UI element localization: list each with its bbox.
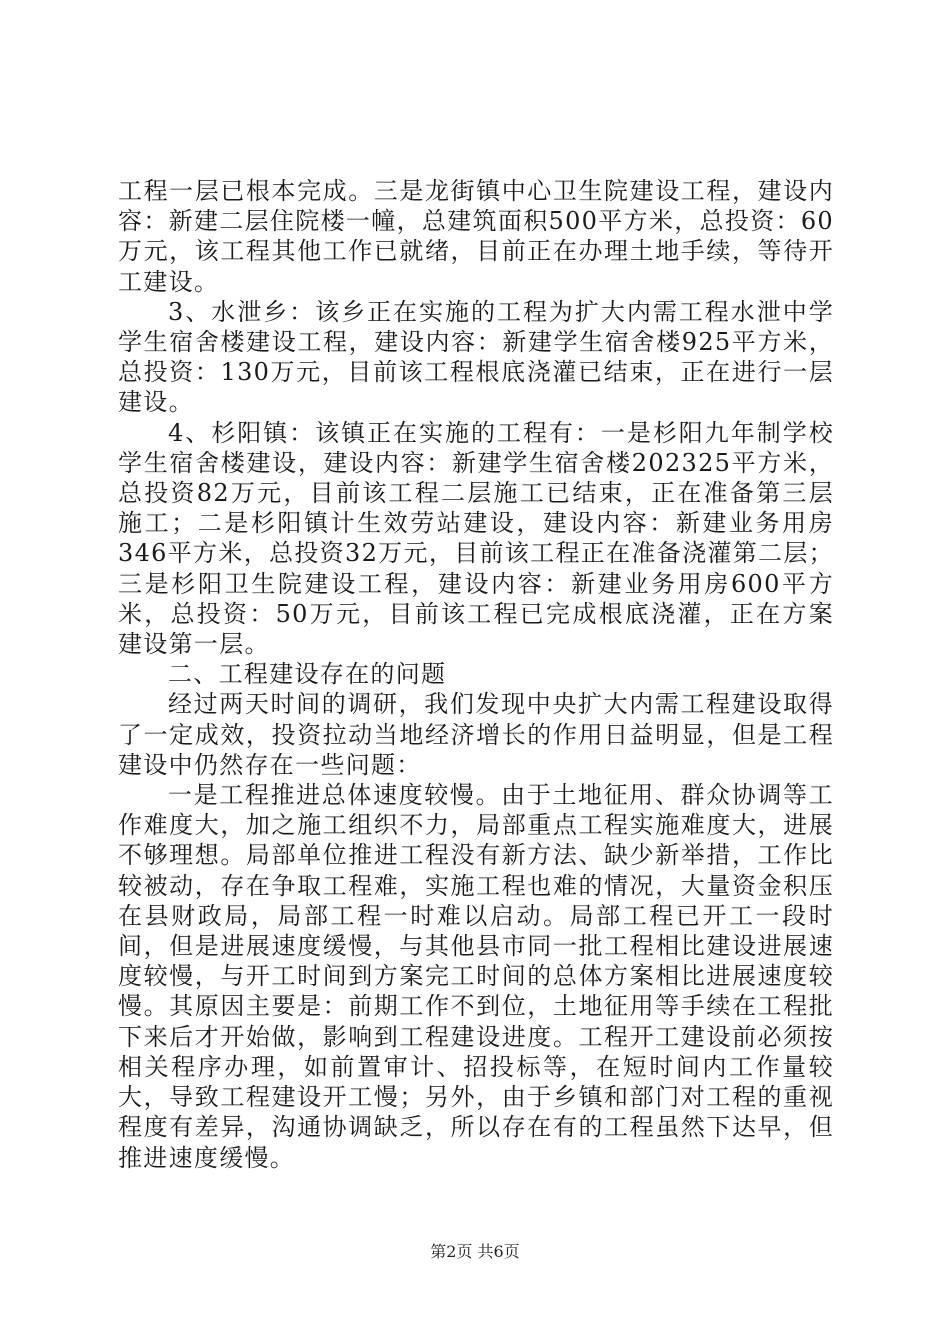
document-body <box>118 176 834 1173</box>
paragraph-shanyang-town: 4、杉阳镇：该镇正在实施的工程有：一是杉阳九年制学校学生宿舍楼建设，建设内容：新建学生宿舍楼202325平方米，总投资82万元，目前该工程二层施工已结束，正在准备第三层施工；二是杉阳镇计生效劳站建设，建设内容：新建业务用房346平方米，总投资32万元，目前该工程正在准备浇灌第二层；三是杉阳卫生院建设工程，建设内容：新建业务用房600平方米，总投资：50万元，目前该工程已完成根底浇灌，正在方案建设第一层。 <box>118 418 834 659</box>
paragraph-survey-findings: 经过两天时间的调研，我们发现中央扩大内需工程建设取得了一定成效，投资拉动当地经济增长的作用日益明显，但是工程建设中仍然存在一些问题： <box>118 690 834 779</box>
paragraph-problem-one: 一是工程推进总体速度较慢。由于土地征用、群众协调等工作难度大，加之施工组织不力，局部重点工程实施难度大，进展不够理想。局部单位推进工程没有新方法、缺少新举措，工作比较被动，存在争取工程难，实施工程也难的情况，大量资金积压在县财政局，局部工程一时难以启动。局部工程已开工一段时间，但是进展速度缓慢，与其他县市同一批工程相比建设进展速度较慢，与开工时间到方案完工时间的总体方案相比进展速度较慢。其原因主要是：前期工作不到位，土地征用等手续在工程批下来后才开始做，影响到工程建设进度。工程开工建设前必须按相关程序办理，如前置审计、招投标等，在短时间内工作量较大，导致工程建设开工慢；另外，由于乡镇和部门对工程的重视程度有差异，沟通协调缺乏，所以存在有的工程虽然下达早，但推进速度缓慢。 <box>118 781 834 1172</box>
section-heading-problems: 二、工程建设存在的问题 <box>168 660 447 689</box>
page-footer <box>0 1242 950 1262</box>
paragraph-continuation: 工程一层已根本完成。三是龙街镇中心卫生院建设工程，建设内容：新建二层住院楼一幢，总建筑面积500平方米，总投资：60万元，该工程其他工作已就绪，目前正在办理土地手续，等待开工建设。 <box>118 177 834 296</box>
page-number: 第2页 共6页 <box>430 1242 520 1261</box>
paragraph-shuixie-township: 3、水泄乡：该乡正在实施的工程为扩大内需工程水泄中学学生宿舍楼建设工程，建设内容：新建学生宿舍楼925平方米，总投资：130万元，目前该工程根底浇灌已结束，正在进行一层建设。 <box>118 297 834 417</box>
